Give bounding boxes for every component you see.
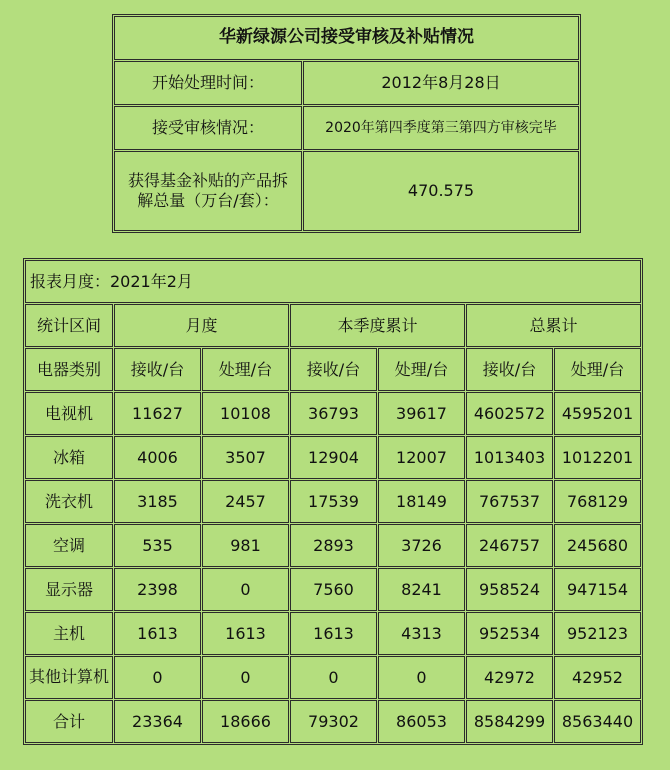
table-cell: 0 bbox=[290, 656, 377, 699]
monthly-stats-table bbox=[23, 258, 643, 745]
column-header: 处理/台 bbox=[554, 348, 641, 391]
table-cell: 12904 bbox=[290, 436, 377, 479]
type-header-label: 电器类别 bbox=[25, 348, 113, 391]
table-cell: 42952 bbox=[554, 656, 641, 699]
report-month: 报表月度：2021年2月 bbox=[25, 260, 641, 303]
table-row bbox=[25, 480, 641, 523]
table-cell: 1012201 bbox=[554, 436, 641, 479]
table-cell: 86053 bbox=[378, 700, 465, 743]
table-cell: 2893 bbox=[290, 524, 377, 567]
table-cell: 42972 bbox=[466, 656, 553, 699]
table-cell: 952534 bbox=[466, 612, 553, 655]
table-cell: 535 bbox=[114, 524, 201, 567]
start-time-label: 开始处理时间： bbox=[114, 61, 302, 105]
appliance-type: 显示器 bbox=[25, 568, 113, 611]
table-cell: 0 bbox=[114, 656, 201, 699]
table-cell: 2398 bbox=[114, 568, 201, 611]
table-cell: 4595201 bbox=[554, 392, 641, 435]
appliance-type: 主机 bbox=[25, 612, 113, 655]
table-cell: 245680 bbox=[554, 524, 641, 567]
table-row bbox=[25, 436, 641, 479]
table-cell: 79302 bbox=[290, 700, 377, 743]
table-cell: 39617 bbox=[378, 392, 465, 435]
column-header: 接收/台 bbox=[290, 348, 377, 391]
table-cell: 8241 bbox=[378, 568, 465, 611]
table-cell: 1613 bbox=[202, 612, 289, 655]
table-cell: 18149 bbox=[378, 480, 465, 523]
table-cell: 4006 bbox=[114, 436, 201, 479]
table-cell: 36793 bbox=[290, 392, 377, 435]
appliance-type: 其他计算机 bbox=[25, 656, 113, 699]
table-cell: 4313 bbox=[378, 612, 465, 655]
audit-status-label: 接受审核情况： bbox=[114, 106, 302, 150]
table-row bbox=[25, 700, 641, 743]
table-cell: 8584299 bbox=[466, 700, 553, 743]
column-header: 处理/台 bbox=[378, 348, 465, 391]
appliance-type: 洗衣机 bbox=[25, 480, 113, 523]
table-cell: 4602572 bbox=[466, 392, 553, 435]
column-header: 接收/台 bbox=[114, 348, 201, 391]
table-cell: 246757 bbox=[466, 524, 553, 567]
info-row-start-time bbox=[114, 61, 579, 105]
column-header: 接收/台 bbox=[466, 348, 553, 391]
table-cell: 18666 bbox=[202, 700, 289, 743]
appliance-type: 电视机 bbox=[25, 392, 113, 435]
table-cell: 3507 bbox=[202, 436, 289, 479]
table-cell: 8563440 bbox=[554, 700, 641, 743]
info-row-dismantle-total bbox=[114, 151, 579, 231]
stats-body bbox=[25, 392, 641, 743]
table-cell: 17539 bbox=[290, 480, 377, 523]
audit-status-value: 2020年第四季度第三第四方审核完毕 bbox=[303, 106, 579, 150]
table-cell: 3726 bbox=[378, 524, 465, 567]
subsidy-info-table bbox=[112, 14, 581, 233]
table-cell: 7560 bbox=[290, 568, 377, 611]
table-cell: 768129 bbox=[554, 480, 641, 523]
table-row bbox=[25, 568, 641, 611]
table-cell: 0 bbox=[378, 656, 465, 699]
info-row-audit-status bbox=[114, 106, 579, 150]
table-cell: 0 bbox=[202, 656, 289, 699]
info-title: 华新绿源公司接受审核及补贴情况 bbox=[114, 16, 579, 60]
table-cell: 1613 bbox=[290, 612, 377, 655]
period-quarter: 本季度累计 bbox=[290, 304, 465, 347]
dismantle-total-value: 470.575 bbox=[303, 151, 579, 231]
table-cell: 767537 bbox=[466, 480, 553, 523]
type-header-row bbox=[25, 348, 641, 391]
table-cell: 11627 bbox=[114, 392, 201, 435]
table-cell: 10108 bbox=[202, 392, 289, 435]
table-cell: 1613 bbox=[114, 612, 201, 655]
table-cell: 952123 bbox=[554, 612, 641, 655]
period-total: 总累计 bbox=[466, 304, 641, 347]
appliance-type: 合计 bbox=[25, 700, 113, 743]
period-month: 月度 bbox=[114, 304, 289, 347]
dismantle-total-label: 获得基金补贴的产品拆解总量（万台/套）： bbox=[114, 151, 302, 231]
table-cell: 1013403 bbox=[466, 436, 553, 479]
table-row bbox=[25, 524, 641, 567]
period-header-label: 统计区间 bbox=[25, 304, 113, 347]
table-cell: 3185 bbox=[114, 480, 201, 523]
appliance-type: 空调 bbox=[25, 524, 113, 567]
table-cell: 0 bbox=[202, 568, 289, 611]
appliance-type: 冰箱 bbox=[25, 436, 113, 479]
table-row bbox=[25, 656, 641, 699]
period-header-row bbox=[25, 304, 641, 347]
table-cell: 12007 bbox=[378, 436, 465, 479]
table-cell: 23364 bbox=[114, 700, 201, 743]
table-cell: 958524 bbox=[466, 568, 553, 611]
table-cell: 947154 bbox=[554, 568, 641, 611]
table-row bbox=[25, 392, 641, 435]
table-row bbox=[25, 612, 641, 655]
column-header: 处理/台 bbox=[202, 348, 289, 391]
start-time-value: 2012年8月28日 bbox=[303, 61, 579, 105]
table-cell: 981 bbox=[202, 524, 289, 567]
table-cell: 2457 bbox=[202, 480, 289, 523]
